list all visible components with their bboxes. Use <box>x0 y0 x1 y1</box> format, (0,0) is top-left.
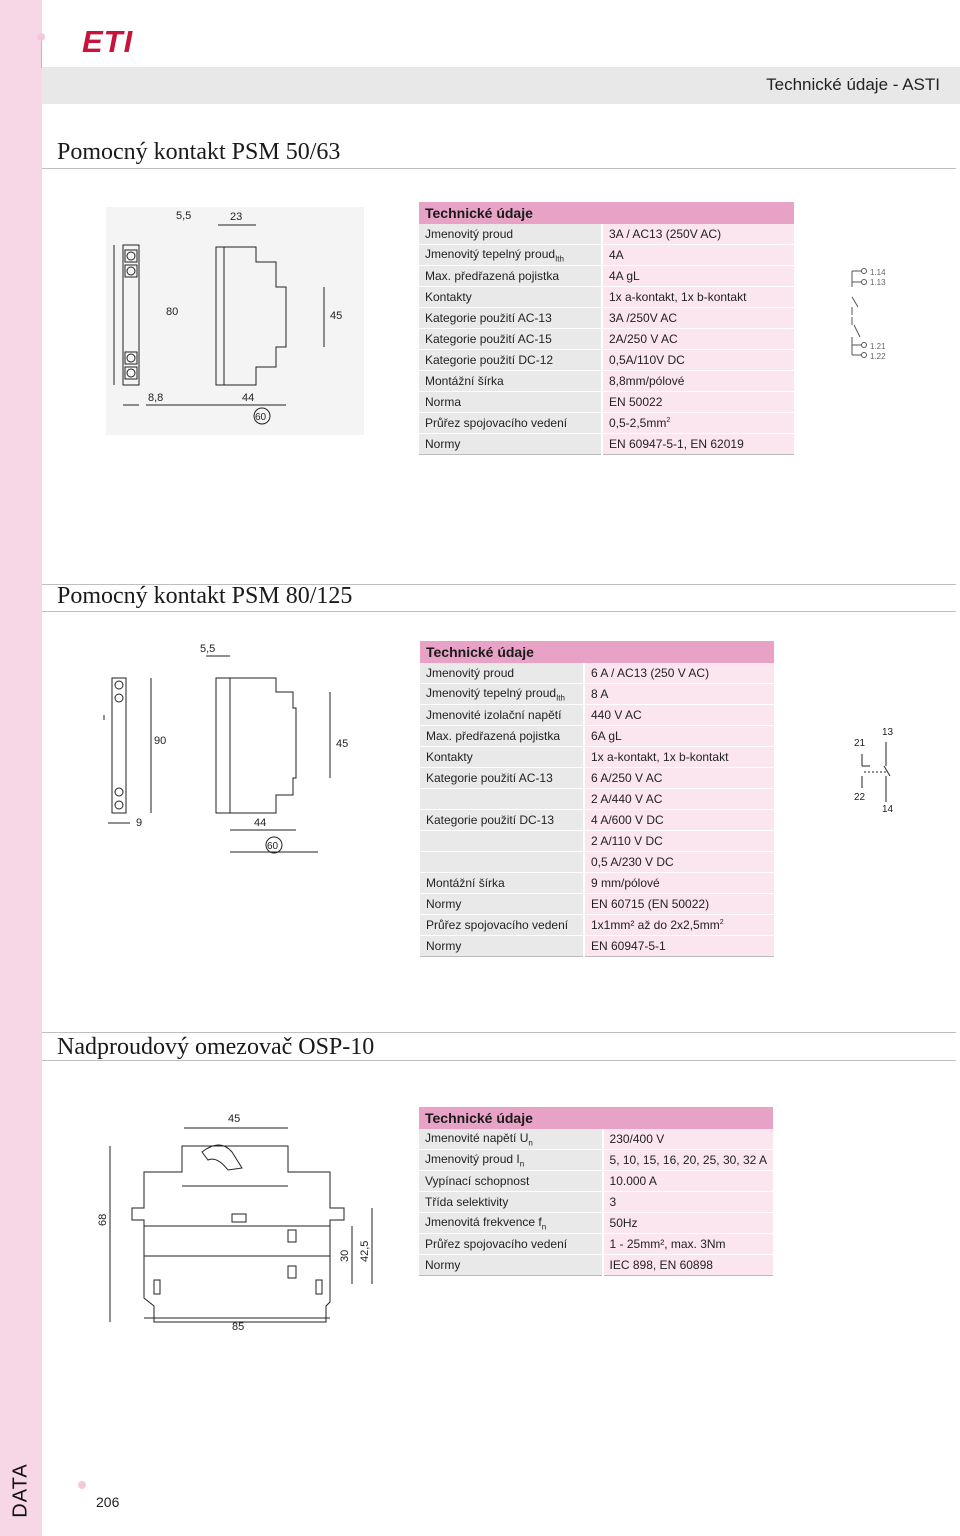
psm-80-125-contact-schematic <box>850 722 902 814</box>
eti-logo: ETI <box>82 24 134 59</box>
osp-10-spec-table <box>419 1107 773 1276</box>
table-row: Jmenovitý proud 6 A / AC13 (250 V AC) <box>420 663 774 684</box>
dim-label: 68 <box>97 1213 109 1226</box>
table-row: Kontakty 1x a-kontakt, 1x b-kontakt <box>419 287 794 308</box>
terminal-label: 21 <box>854 738 866 749</box>
dim-label: 44 <box>242 392 255 404</box>
table-row: Normy IEC 898, EN 60898 <box>419 1255 773 1276</box>
terminal-label: 1.21 <box>870 342 886 351</box>
dim-label: 60 <box>267 841 279 852</box>
table-row: Montážní šírka 9 mm/pólové <box>420 873 774 894</box>
dim-label: 45 <box>228 1113 241 1125</box>
dim-label: 5,5 <box>200 643 216 655</box>
section-rule <box>42 1032 956 1033</box>
section-rule <box>42 168 956 169</box>
footer-dot <box>78 1481 86 1489</box>
table-row: Kategorie použití AC-13 3A /250V AC <box>419 308 794 329</box>
table-row: Průřez spojovacího vedení 1x1mm² až do $2x2,5mm^2$ <box>420 915 774 936</box>
table-row: Kontakty 1x a-kontakt, 1x b-kontakt <box>420 747 774 768</box>
dim-label: 5,5 <box>176 210 192 222</box>
table-row: Jmenovitý proud 3A / AC13 (250V AC) <box>419 224 794 245</box>
dim-label: 44 <box>254 817 267 829</box>
dim-label: 42,5 <box>359 1240 371 1262</box>
table-row: Normy EN 60947-5-1, EN 62019 <box>419 434 794 455</box>
table-row: Jmenovité izolační napětí 440 V AC <box>420 705 774 726</box>
dim-label: 9 <box>136 817 143 829</box>
terminal-label: 1.22 <box>870 352 886 361</box>
table-header: Technické údaje <box>420 641 774 663</box>
dim-label: 30 <box>339 1249 351 1262</box>
psm-50-63-dimension-drawing <box>106 207 364 435</box>
terminal-label: 13 <box>882 727 894 738</box>
table-row: Vypínací schopnost 10.000 A <box>419 1171 773 1192</box>
dim-label: 80 <box>166 306 179 318</box>
table-row: Kategorie použití DC-13 4 A/600 V DC <box>420 810 774 831</box>
dim-label: 8,8 <box>148 392 164 404</box>
table-row: 0,5 A/230 V DC <box>420 852 774 873</box>
section-title-psm-80-125: Pomocný kontakt PSM 80/125 <box>57 583 353 609</box>
table-row: Průřez spojovacího vedení $0,5-2,5mm^2$ <box>419 413 794 434</box>
dim-label: 45 <box>336 738 349 750</box>
table-row: 2 A/110 V DC <box>420 831 774 852</box>
psm-80-125-spec-table <box>420 641 774 957</box>
top-dot <box>37 33 45 41</box>
section-title-psm-50-63: Pomocný kontakt PSM 50/63 <box>57 139 341 165</box>
side-band <box>0 0 42 1536</box>
table-row: Montážní šírka 8,8mm/pólové <box>419 371 794 392</box>
table-row: Normy EN 60947-5-1 <box>420 936 774 957</box>
table-header: Technické údaje <box>419 1107 773 1129</box>
table-row: Norma EN 50022 <box>419 392 794 413</box>
psm-50-63-spec-table <box>419 202 794 455</box>
table-row: Max. předřazená pojistka 4A gL <box>419 266 794 287</box>
section-title-osp-10: Nadproudový omezovač OSP-10 <box>57 1034 375 1060</box>
table-row: Normy EN 60715 (EN 50022) <box>420 894 774 915</box>
dim-label: 85 <box>232 1321 245 1333</box>
dim-label: 45 <box>330 310 343 322</box>
table-row: Průřez spojovacího vedení 1 - 25mm², max. 3Nm <box>419 1234 773 1255</box>
header-title: Technické údaje - ASTI <box>766 75 940 94</box>
table-row: Jmenovitý tepelný proud$_{Ith}$ 8 A <box>420 684 774 705</box>
psm-80-125-dimension-drawing <box>96 640 366 865</box>
osp-10-dimension-drawing <box>92 1108 382 1334</box>
side-label: DATA <box>9 1463 32 1518</box>
section-rule <box>42 1060 956 1061</box>
table-row: Kategorie použití DC-12 0,5A/110V DC <box>419 350 794 371</box>
table-header: Technické údaje <box>419 202 794 224</box>
table-row: Jmenovitý proud $I_n$ 5, 10, 15, 16, 20, 25, 30, 32 A <box>419 1150 773 1171</box>
table-row: Max. předřazená pojistka 6A gL <box>420 726 774 747</box>
psm-50-63-contact-schematic <box>840 265 900 363</box>
table-row: Jmenovitá frekvence $f_n$ 50Hz <box>419 1213 773 1234</box>
table-row: Jmenovité napětí $U_n$ 230/400 V <box>419 1129 773 1150</box>
table-row: 2 A/440 V AC <box>420 789 774 810</box>
header-bar <box>42 67 960 104</box>
dim-label: 90 <box>154 735 167 747</box>
terminal-label: 1.14 <box>870 268 886 277</box>
table-row: Kategorie použití AC-15 2A/250 V AC <box>419 329 794 350</box>
side-band-line <box>41 38 42 68</box>
terminal-label: 14 <box>882 804 894 814</box>
dim-label: 23 <box>230 211 243 223</box>
table-row: Třída selektivity 3 <box>419 1192 773 1213</box>
terminal-label: 22 <box>854 792 866 803</box>
table-row: Jmenovitý tepelný proud$_{Ith}$ 4A <box>419 245 794 266</box>
table-row: Kategorie použití AC-13 6 A/250 V AC <box>420 768 774 789</box>
terminal-label: 1.13 <box>870 278 886 287</box>
dim-label: 60 <box>255 412 267 423</box>
page-number: 206 <box>96 1494 120 1510</box>
section-rule <box>42 611 956 612</box>
